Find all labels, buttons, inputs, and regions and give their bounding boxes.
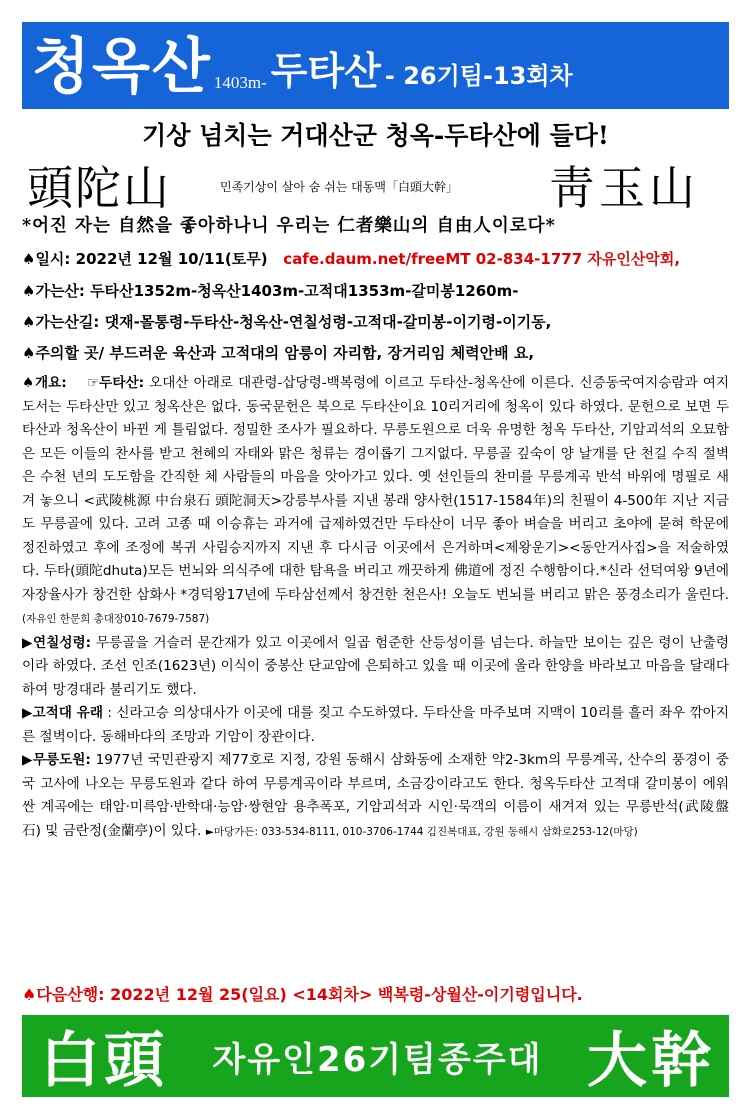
phone-number: 02-834-1777 xyxy=(475,250,583,268)
motto: *어진 자는 自然을 좋아하나니 우리는 仁者樂山의 自由人이로다* xyxy=(22,216,556,236)
intro-credit: (자유인 한문희 총대장010-7679-7587) xyxy=(22,613,210,625)
date-label: ♠일시: 2022년 12월 10/11(토무) xyxy=(22,250,268,268)
hanja-row xyxy=(22,152,729,215)
yeonchil-paragraph xyxy=(22,632,729,703)
intro-label: ♠개요: xyxy=(22,375,67,391)
mureung-text: 1977년 국민관광지 제77호로 지정, 강원 동해시 삼화동에 소재한 약2-3km의 무릉계곡, 산수의 풍경이 중국 고사에 나오는 무릉도원과 같다 하여 무릉계곡이라 부르며, 소금강이라고도 한다. 청옥두타산 고적대 갈미봉이 에워싼 계곡에는 태암·미륵암·반학대·능암·쌍현암 용추폭포, 기암괴석과 시인·묵객의 이름이 새겨져 있는 무릉반석(武陵盤石) 및 금란정(金蘭亭)이 있다. xyxy=(22,752,730,839)
yeonchil-label: ▶연칠성령: xyxy=(22,634,92,651)
cafe-link[interactable]: cafe.daum.net/freeMT xyxy=(283,250,471,268)
headline: 기상 넘치는 거대산군 청옥-두타산에 들다! xyxy=(142,121,609,150)
gojeok-paragraph xyxy=(22,702,729,749)
mureung-label: ▶무릉도원: xyxy=(22,752,91,768)
team-round-label: - 26기팀-13회차 xyxy=(384,62,573,90)
next-hike: ♠다음산행: 2022년 12월 25(일요) <14회차> 백복령-상월산-이기령입니다. xyxy=(22,985,583,1004)
route-line: ♠가는산: 두타산1352m-청옥산1403m-고적대1353m-갈미봉1260m- xyxy=(22,282,519,300)
lodging-info: ►마당가든: 033-534-8111, 010-3706-1744 김진복대표, 강원 동해시 삼화로253-12(마당) xyxy=(205,825,638,838)
baekdu-hanja: 白頭 xyxy=(40,1026,168,1096)
altitude-label: 1403m- xyxy=(213,73,267,92)
caution-line: ♠주의할 곳/ 부드러운 육산과 고적대의 암릉이 자리함, 장거리임 체력안배 요, xyxy=(22,344,535,362)
hanja-cheongoksan: 靑玉山 xyxy=(549,161,699,215)
hanja-dutasan: 頭陀山 xyxy=(27,161,171,215)
gojeok-label: ▶고적대 유래 xyxy=(22,705,103,721)
intro-paragraph xyxy=(22,372,729,632)
mountain-title: 청옥산 xyxy=(32,32,212,102)
org-name: 자유인산악회, xyxy=(587,250,681,268)
bottom-banner xyxy=(22,1015,729,1097)
description-body xyxy=(22,372,729,844)
intro-pointer: ☞두타산: xyxy=(87,375,145,391)
trail-line: ♠가는산길: 댓재-몰통령-두타산-청옥산-연칠성령-고적대-갈미봉-이기령-이기동, xyxy=(22,313,552,331)
mureung-paragraph xyxy=(22,749,729,844)
yeonchil-text: 무릉골을 거슬러 문간재가 있고 이곳에서 일곱 험준한 산등성이를 넘는다. 하늘만 보이는 깊은 령이 난출령이라 하였다. 조선 인조(1623년) 이식이 중봉산 단교암에 은퇴하고 있을 때 이곳에 올라 한양을 바라보고 마음을 달래다하여 망경대라 불리기도 했다. xyxy=(22,634,729,698)
gojeok-text: : 신라고승 의상대사가 이곳에 대를 짖고 수도하였다. 두타산을 마주보며 지맥이 10리를 흘러 좌우 깎아지른 절벽이다. 동해바다의 조망과 기암이 장관이다. xyxy=(22,705,729,745)
team-name: 자유인26기팀종주대 xyxy=(212,1039,543,1080)
daegan-hanja: 大幹 xyxy=(586,1026,715,1096)
hanja-subtitle: 민족기상이 살아 숨 쉬는 대동맥「白頭大幹」 xyxy=(220,180,458,194)
intro-text: 오대산 아래로 대관령-삽당령-백복령에 이르고 두타산-청옥산에 이른다. 신증동국여지승람과 여지도서는 두타산만 있고 청옥산은 없다. 동국문헌은 북으로 두타산이요 10리거리에 청옥이 있다 하였다. 문헌으로 보면 두타산과 청옥산이 바뀐 게 틀림없다. 정밀한 조사가 필요하다. 무릉도원으로 더욱 유명한 청옥 두타산, 기암괴석의 오묘함은 모든 이들의 찬사를 받고 천혜의 자태와 맑은 청류는 경이롭기 그지없다. 무릉골 깊숙이 양 날개를 단 천길 수직 절벽은 수천 년의 도도함을 간직한 체 사람들의 마음을 앗아가고 있다. 옛 선인들의 찬미를 무릉계곡 반석 바위에 명필로 새겨 놓으니 <武陵桃源 中台泉石 頭陀洞天>강릉부사를 지낸 봉래 양사헌(1517-1584年)의 친필이 4-500年 지난 지금도 무릉골에 있다. 고려 고종 때 이승휴는 과거에 급제하였건만 두타산이 너무 좋아 벼슬을 버리고 초야에 묻혀 학문에 정진하였고 후에 조정에 복귀 사림승지까지 지낸 후 다시금 이곳에서 은거하며<제왕운기><동안거사집>을 저술하였다. 두타(頭陀dhuta)모든 번뇌와 의식주에 대한 탐욕을 버리고 깨끗하게 佛道에 정진 수행함이다.*신라 선덕여왕 9년에 자장율사가 창건한 삼화사 *경덕왕17년에 두타삼선께서 창건한 천은사! 오늘도 번뇌를 버리고 맑은 풍경소리가 울린다. xyxy=(22,375,730,603)
top-title-banner xyxy=(22,22,729,109)
date-line xyxy=(22,248,729,269)
second-peak-title: 두타산 xyxy=(270,49,381,93)
